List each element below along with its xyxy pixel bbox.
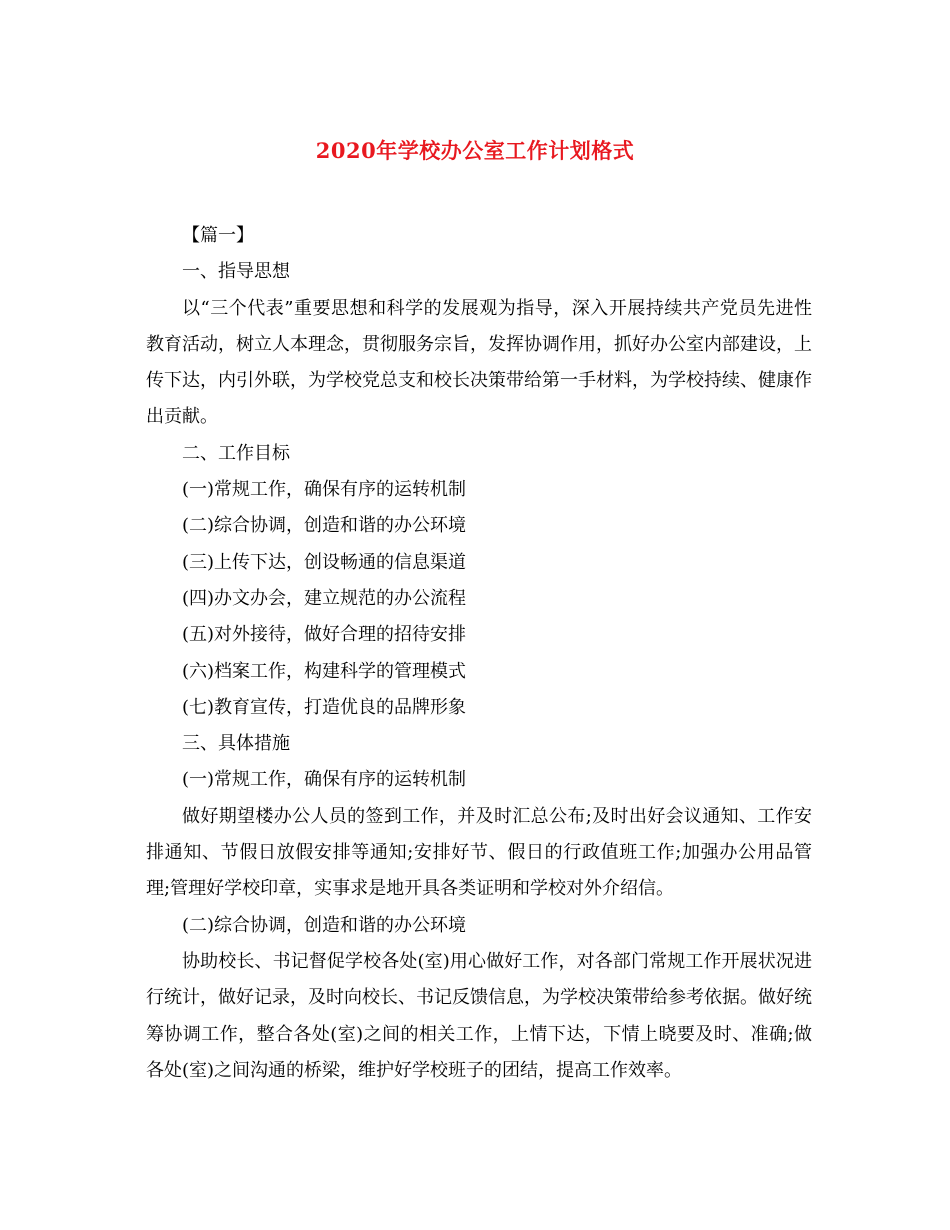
heading-guiding-thought: 一、指导思想 (182, 261, 290, 283)
heading-specific-measures: 三、具体措施 (182, 733, 290, 755)
document-title: 2020年学校办公室工作计划格式 (315, 138, 635, 163)
goal-item: (四)办文办会，建立规范的办公流程 (182, 587, 467, 609)
measure-paragraph: 做好期望楼办公人员的签到工作，并及时汇总公布;及时出好会议通知、工作安排通知、节假日放假安排等通知;安排好节、假日的行政值班工作;加强办公用品管理;管理好学校印章，实事求是地开具各类证明和学校对外介绍信。 (146, 805, 812, 900)
section-label: 【篇一】 (182, 225, 254, 246)
paragraph-guiding-thought: 以“三个代表”重要思想和科学的发展观为指导，深入开展持续共产党员先进性教育活动，树立人本理念，贯彻服务宗旨，发挥协调作用，抓好办公室内部建设，上传下达，内引外联，为学校党总支和校长决策带给第一手材料，为学校持续、健康作出贡献。 (146, 297, 812, 428)
measure-paragraph: 协助校长、书记督促学校各处(室)用心做好工作，对各部门常规工作开展状况进行统计，做好记录，及时向校长、书记反馈信息，为学校决策带给参考依据。做好统筹协调工作，整合各处(室)之间的相关工作，上情下达，下情上晓要及时、准确;做各处(室)之间沟通的桥梁，维护好学校班子的团结，提高工作效率。 (146, 950, 812, 1081)
goal-item: (七)教育宣传，打造优良的品牌形象 (182, 696, 467, 718)
heading-work-goals: 二、工作目标 (182, 442, 290, 464)
goal-item: (二)综合协调，创造和谐的办公环境 (182, 515, 467, 537)
measure-title: (二)综合协调，创造和谐的办公环境 (182, 914, 467, 936)
document-body (146, 218, 812, 1089)
measure-title: (一)常规工作，确保有序的运转机制 (182, 769, 467, 791)
goal-item: (三)上传下达，创设畅通的信息渠道 (182, 551, 467, 573)
goal-item: (五)对外接待，做好合理的招待安排 (182, 624, 467, 646)
goal-item: (一)常规工作，确保有序的运转机制 (182, 479, 467, 501)
goal-item: (六)档案工作，构建科学的管理模式 (182, 660, 467, 682)
